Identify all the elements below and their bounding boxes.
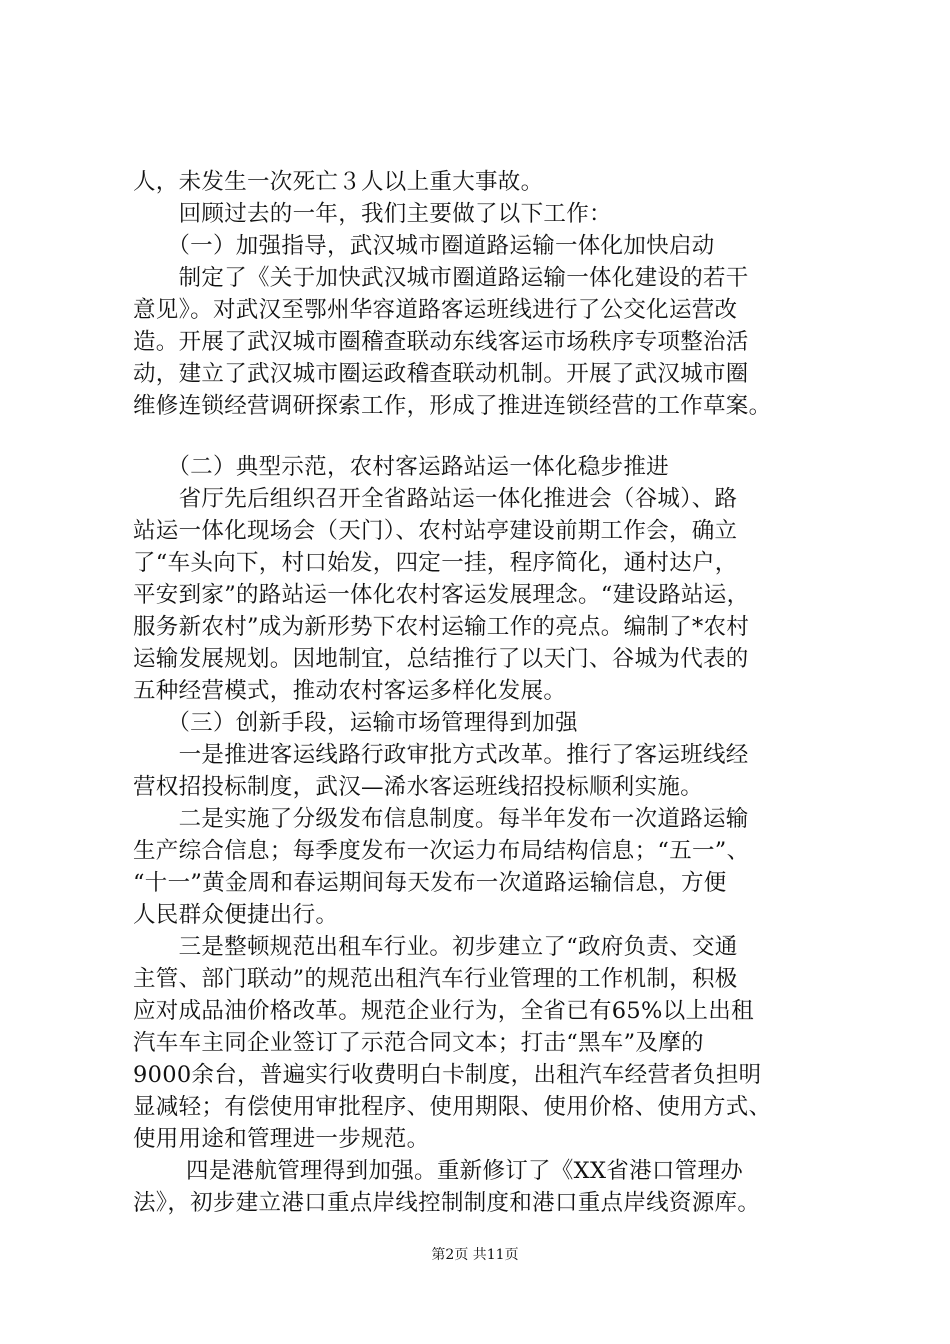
text-line: 服务新农村”成为新形势下农村运输工作的亮点。编制了*农村: [133, 614, 750, 640]
text-line: 显减轻；有偿使用审批程序、使用期限、使用价格、使用方式、: [133, 1094, 772, 1120]
text-line: 汽车车主同企业签订了示范合同文本；打击“黑车”及摩的: [133, 1030, 704, 1056]
text-line: 二是实施了分级发布信息制度。每半年发布一次道路运输: [133, 806, 749, 832]
text-line: 省厅先后组织召开全省路站运一体化推进会（谷城）、路: [133, 486, 738, 512]
text-line: 应对成品油价格改革。规范企业行为，全省已有65%以上出租: [133, 998, 754, 1024]
page-footer: 第2页 共11页: [431, 1247, 519, 1263]
text-line: 站运一体化现场会（天门）、农村站亭建设前期工作会，确立: [133, 518, 738, 544]
text-line: 9000余台，普遍实行收费明白卡制度，出租汽车经营者负担明: [133, 1062, 762, 1088]
text-line: 主管、部门联动”的规范出租汽车行业管理的工作机制，积极: [133, 966, 738, 992]
text-line: 营权招投标制度，武汉—浠水客运班线招投标顺利实施。: [133, 774, 704, 800]
text-line: 人，未发生一次死亡３人以上重大事故。: [133, 169, 544, 195]
text-line: 造。开展了武汉城市圈稽查联动东线客运市场秩序专项整治活: [133, 329, 749, 355]
text-line: 平安到家”的路站运一体化农村客运发展理念。“建设路站运，: [133, 582, 750, 608]
text-line: 运输发展规划。因地制宜，总结推行了以天门、谷城为代表的: [133, 646, 749, 672]
text-line: 四是港航管理得到加强。重新修订了《XX省港口管理办: [133, 1158, 744, 1184]
text-line: 维修连锁经营调研探索工作，形成了推进连锁经营的工作草案。: [133, 393, 772, 419]
text-line: “十一”黄金周和春运期间每天发布一次道路运输信息，方便: [133, 870, 727, 896]
text-line: 法》，初步建立港口重点岸线控制制度和港口重点岸线资源库。: [133, 1190, 761, 1216]
section-heading: （二）典型示范，农村客运路站运一体化稳步推进: [133, 454, 669, 480]
text-line: 使用用途和管理进一步规范。: [133, 1126, 430, 1152]
text-line: 三是整顿规范出租车行业。初步建立了“政府负责、交通: [133, 934, 738, 960]
text-line: 五种经营模式，推动农村客运多样化发展。: [133, 678, 567, 704]
text-line: 动，建立了武汉城市圈运政稽查联动机制。开展了武汉城市圈: [133, 361, 749, 387]
text-line: 人民群众便捷出行。: [133, 902, 339, 928]
text-line: 一是推进客运线路行政审批方式改革。推行了客运班线经: [133, 742, 749, 768]
section-heading: （一）加强指导，武汉城市圈道路运输一体化加快启动: [133, 233, 715, 259]
text-line: 了“车头向下，村口始发，四定一挂，程序简化，通村达户，: [133, 550, 738, 576]
text-line: 意见》。对武汉至鄂州华容道路客运班线进行了公交化运营改: [133, 297, 738, 323]
section-heading: （三）创新手段，运输市场管理得到加强: [133, 710, 578, 736]
text-line: 生产综合信息；每季度发布一次运力布局结构信息；“五一”、: [133, 838, 750, 864]
text-line: 回顾过去的一年，我们主要做了以下工作：: [133, 201, 612, 227]
text-line: 制定了《关于加快武汉城市圈道路运输一体化建设的若干: [133, 265, 749, 291]
